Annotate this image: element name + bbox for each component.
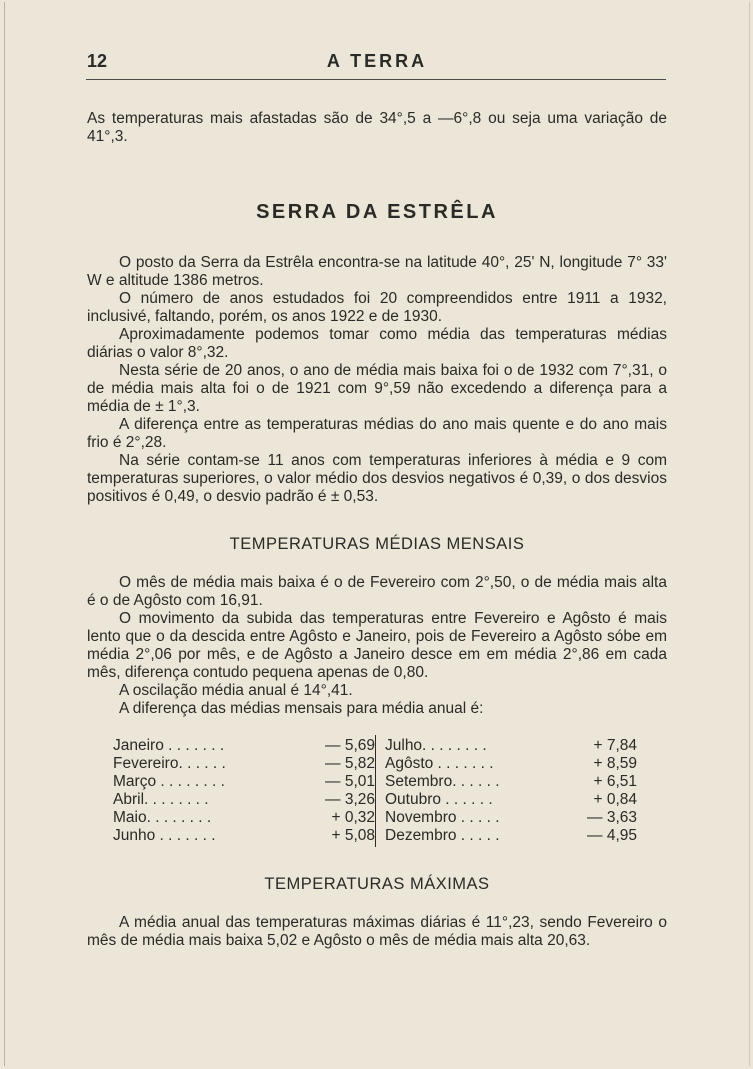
month-value: + 5,08 bbox=[331, 827, 375, 844]
table-row bbox=[113, 773, 643, 791]
monthly-deviation-table bbox=[113, 737, 643, 845]
table-row bbox=[113, 737, 643, 755]
month-label: Fevereiro. . . . . . bbox=[113, 755, 226, 772]
header-rule bbox=[86, 79, 666, 80]
month-label: Novembro . . . . . bbox=[385, 809, 500, 826]
intro-paragraph: As temperaturas mais afastadas são de 34°,5 a —6°,8 ou seja uma variação de 41°,3. bbox=[87, 110, 667, 145]
month-label: Agôsto . . . . . . . bbox=[385, 755, 494, 772]
month-label: Setembro. . . . . . bbox=[385, 773, 500, 790]
month-value: + 0,84 bbox=[593, 791, 637, 808]
paragraph: O mês de média mais baixa é o de Fevereiro com 2°,50, o de média mais alta é o de Agôsto com 16,91. bbox=[87, 574, 667, 609]
month-value: — 5,82 bbox=[325, 755, 375, 772]
paragraph: Aproximadamente podemos tomar como média das temperaturas médias diárias o valor 8°,32. bbox=[87, 326, 667, 361]
month-label: Janeiro . . . . . . . bbox=[113, 737, 225, 754]
month-value: + 0,32 bbox=[331, 809, 375, 826]
table-row bbox=[113, 827, 643, 845]
month-value: — 4,95 bbox=[587, 827, 637, 844]
page-header bbox=[87, 50, 667, 78]
month-label: Junho . . . . . . . bbox=[113, 827, 216, 844]
section-title: SERRA DA ESTRÊLA bbox=[256, 201, 498, 223]
running-title: A TERRA bbox=[326, 51, 428, 71]
section-body-2 bbox=[87, 574, 667, 718]
month-value: + 6,51 bbox=[593, 773, 637, 790]
month-value: — 3,26 bbox=[325, 791, 375, 808]
paragraph: Na série contam-se 11 anos com temperaturas inferiores à média e 9 com temperaturas superiores, o valor médio dos desvios negativos é 0,39, o dos desvios positivos é 0,49, o desvio padrão é ± 0,53. bbox=[87, 452, 667, 505]
subsection-title-monthly-means: TEMPERATURAS MÉDIAS MENSAIS bbox=[229, 535, 525, 553]
month-value: — 5,01 bbox=[325, 773, 375, 790]
paragraph: A oscilação média anual é 14°,41. bbox=[119, 682, 353, 699]
paragraph: A diferença das médias mensais para média anual é: bbox=[119, 700, 484, 717]
page-number: 12 bbox=[87, 51, 108, 71]
month-value: — 3,63 bbox=[587, 809, 637, 826]
month-label: Julho. . . . . . . . bbox=[385, 737, 487, 754]
paragraph: A diferença entre as temperaturas médias do ano mais quente e do ano mais frio é 2°,28. bbox=[87, 416, 667, 451]
section-body-1 bbox=[87, 254, 667, 506]
month-label: Março . . . . . . . . bbox=[113, 773, 225, 790]
section-body-3: A média anual das temperaturas máximas diárias é 11°,23, sendo Fevereiro o mês de média mais baixa 5,02 e Agôsto o mês de média mais alta 20,63. bbox=[87, 914, 667, 949]
paragraph: O posto da Serra da Estrêla encontra-se na latitude 40°, 25' N, longitude 7° 33' W e altitude 1386 metros. bbox=[87, 254, 667, 289]
subsection-title-maximum-temperatures: TEMPERATURAS MÁXIMAS bbox=[264, 875, 490, 893]
paragraph: O movimento da subida das temperaturas entre Fevereiro e Agôsto é mais lento que o da descida entre Agôsto e Janeiro, pois de Fevereiro a Agôsto sóbe em média 2°,06 por mês, e de Agôsto a Janeiro desce em em média 2°,86 em cada mês, diferença contudo pequena apenas de 0,80. bbox=[87, 610, 667, 681]
month-value: + 7,84 bbox=[593, 737, 637, 754]
page-border bbox=[4, 2, 750, 1066]
month-label: Outubro . . . . . . bbox=[385, 791, 493, 808]
month-label: Maio. . . . . . . . bbox=[113, 809, 212, 826]
month-label: Dezembro . . . . . bbox=[385, 827, 500, 844]
table-row bbox=[113, 755, 643, 773]
paragraph: Nesta série de 20 anos, o ano de média mais baixa foi o de 1932 com 7°,31, o de média mais alta foi o de 1921 com 9°,59 não excedendo a diferença para a média de ± 1°,3. bbox=[87, 362, 667, 415]
paragraph: O número de anos estudados foi 20 compreendidos entre 1911 a 1932, inclusivé, faltando, porém, os anos 1922 e de 1930. bbox=[87, 290, 667, 325]
month-value: + 8,59 bbox=[593, 755, 637, 772]
table-row bbox=[113, 791, 643, 809]
table-row bbox=[113, 809, 643, 827]
month-value: — 5,69 bbox=[325, 737, 375, 754]
month-label: Abril. . . . . . . . bbox=[113, 791, 209, 808]
